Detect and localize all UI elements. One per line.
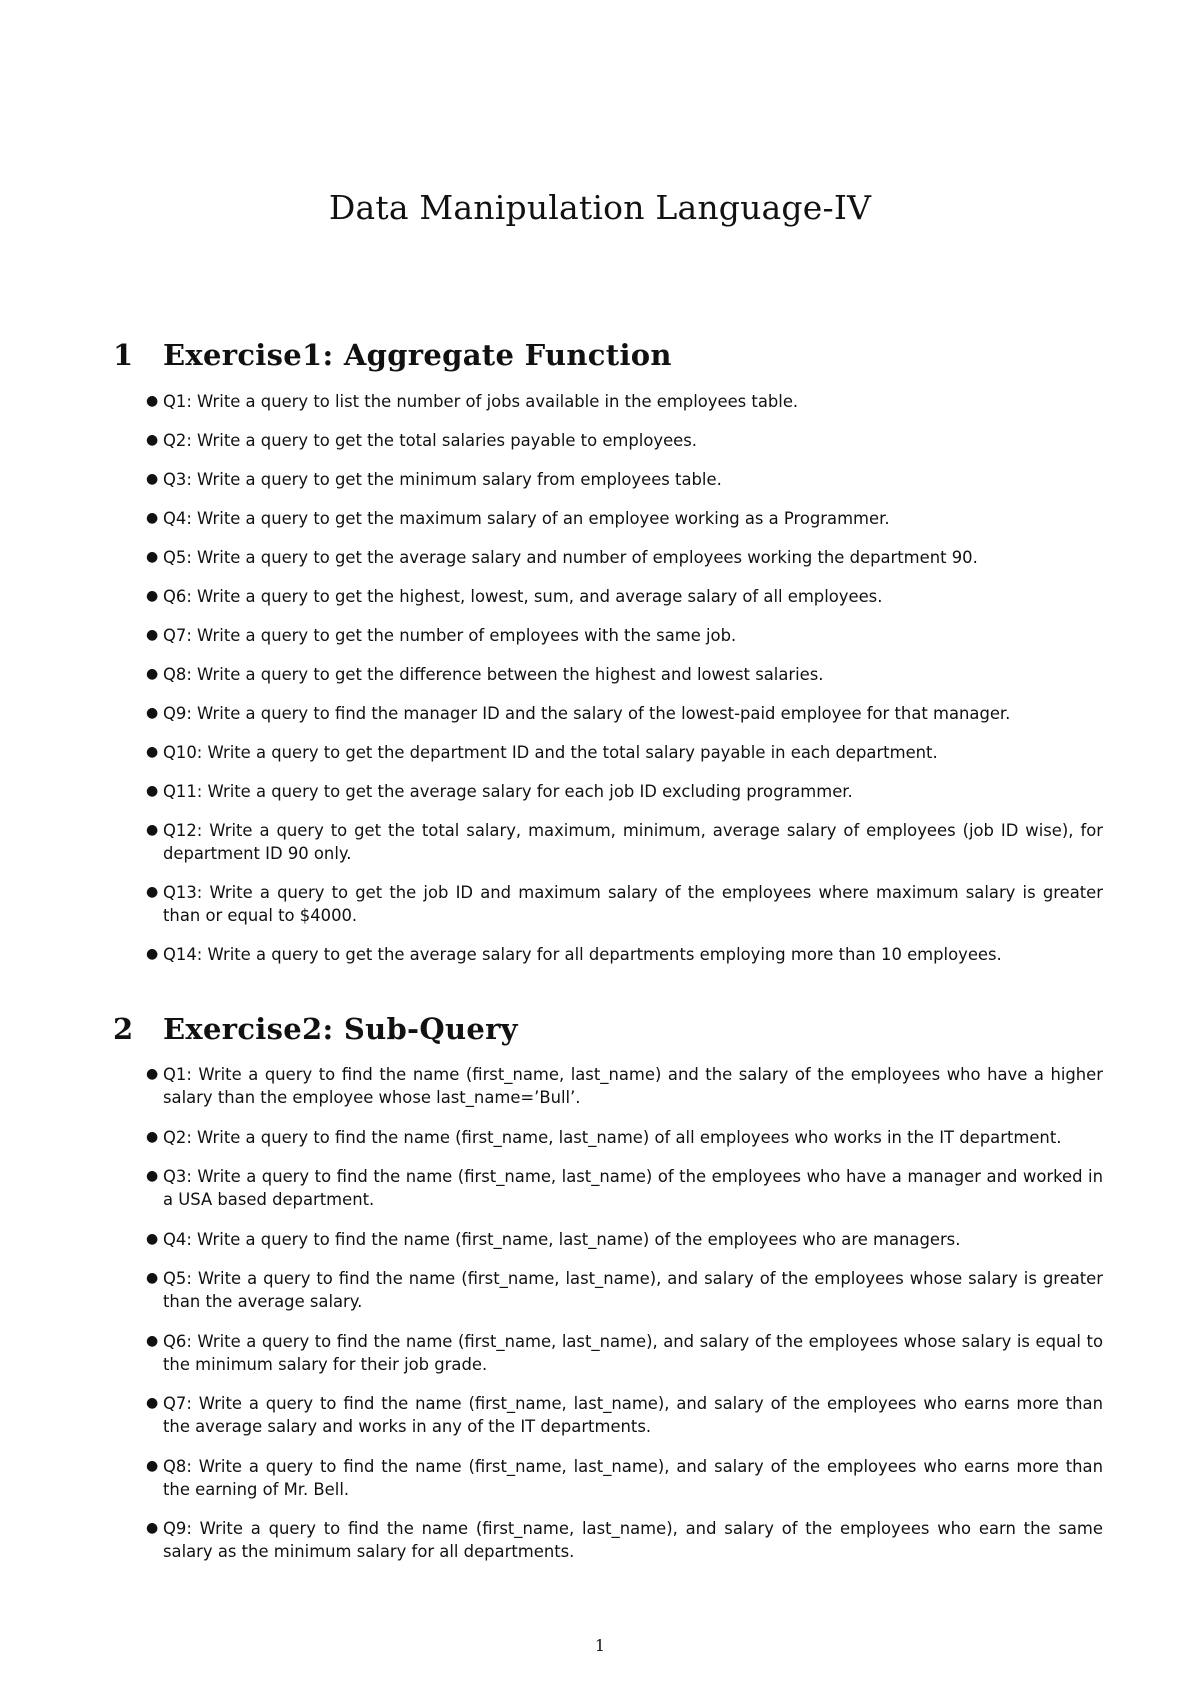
bullet-icon: ● — [146, 1270, 159, 1286]
section-sub-query — [113, 1012, 1103, 1580]
list-item — [146, 663, 1103, 686]
list-item — [146, 468, 1103, 491]
list-item — [146, 390, 1103, 413]
question-text: Q2: Write a query to get the total salaries payable to employees. — [163, 431, 697, 450]
list-item — [146, 429, 1103, 452]
bullet-icon: ● — [146, 1520, 159, 1536]
list-item — [146, 624, 1103, 647]
list-item — [146, 741, 1103, 764]
question-list — [113, 1063, 1103, 1563]
list-item — [146, 702, 1103, 725]
list-item — [146, 1392, 1103, 1438]
bullet-icon: ● — [146, 884, 159, 900]
question-text: Q1: Write a query to list the number of jobs available in the employees table. — [163, 392, 799, 411]
bullet-icon: ● — [146, 1066, 159, 1082]
question-text: Q5: Write a query to get the average salary and number of employees working the department 90. — [163, 548, 978, 567]
list-item — [146, 1517, 1103, 1563]
question-text: Q7: Write a query to find the name (first_name, last_name), and salary of the employees who earns more than the average salary and works in any of the IT departments. — [163, 1394, 1103, 1436]
list-item — [146, 1330, 1103, 1376]
question-text: Q3: Write a query to find the name (first_name, last_name) of the employees who have a manager and worked in a USA based department. — [163, 1167, 1103, 1209]
page-number: 1 — [594, 1636, 606, 1655]
question-text: Q10: Write a query to get the department ID and the total salary payable in each department. — [163, 743, 938, 762]
bullet-icon: ● — [146, 1168, 159, 1184]
list-item — [146, 1126, 1103, 1149]
list-item — [146, 507, 1103, 530]
bullet-icon: ● — [146, 1332, 159, 1349]
question-text: Q4: Write a query to find the name (first_name, last_name) of the employees who are managers. — [163, 1229, 961, 1249]
list-item — [146, 1228, 1103, 1251]
bullet-icon: ● — [146, 510, 159, 526]
list-item — [146, 943, 1103, 966]
question-text: Q5: Write a query to find the name (first_name, last_name), and salary of the employees whose salary is greater than the average salary. — [163, 1269, 1103, 1311]
question-text: Q1: Write a query to find the name (first_name, last_name) and the salary of the employees who have a higher salary than the employee whose last_name=’Bull’. — [163, 1065, 1103, 1107]
list-item — [146, 585, 1103, 608]
bullet-icon: ● — [146, 549, 159, 565]
bullet-icon: ● — [146, 705, 159, 721]
question-text: Q9: Write a query to find the name (first_name, last_name), and salary of the employees who earn the same salary as the minimum salary for all departments. — [163, 1519, 1103, 1561]
bullet-icon: ● — [146, 783, 159, 799]
bullet-icon: ● — [146, 1128, 159, 1145]
document-title: Data Manipulation Language-IV — [328, 188, 872, 227]
bullet-icon: ● — [146, 627, 159, 643]
question-text: Q2: Write a query to find the name (first_name, last_name) of all employees who works in the IT department. — [163, 1127, 1062, 1147]
bullet-icon: ● — [146, 1457, 159, 1474]
section-heading — [113, 338, 1103, 372]
list-item — [146, 1455, 1103, 1501]
question-text: Q6: Write a query to get the highest, lowest, sum, and average salary of all employees. — [163, 587, 883, 606]
section-number: 1 — [113, 338, 134, 372]
question-text: Q4: Write a query to get the maximum salary of an employee working as a Programmer. — [163, 509, 890, 528]
list-item — [146, 780, 1103, 803]
bullet-icon: ● — [146, 666, 159, 682]
question-list — [113, 390, 1103, 966]
bullet-icon: ● — [146, 1230, 159, 1247]
bullet-icon: ● — [146, 471, 159, 487]
section-heading — [113, 1012, 1103, 1046]
question-text: Q8: Write a query to get the difference between the highest and lowest salaries. — [163, 665, 824, 684]
question-text: Q12: Write a query to get the total salary, maximum, minimum, average salary of employees (job ID wise), for department ID 90 only. — [163, 821, 1103, 863]
section-aggregate-function — [113, 338, 1103, 982]
question-text: Q13: Write a query to get the job ID and maximum salary of the employees where maximum salary is greater than or equal to $4000. — [163, 883, 1103, 925]
bullet-icon: ● — [146, 946, 159, 962]
section-title: Exercise1: Aggregate Function — [163, 338, 672, 372]
bullet-icon: ● — [146, 588, 159, 604]
list-item — [146, 546, 1103, 569]
section-title: Exercise2: Sub-Query — [163, 1012, 518, 1046]
bullet-icon: ● — [146, 1395, 159, 1411]
section-number: 2 — [113, 1012, 134, 1046]
list-item — [146, 1267, 1103, 1313]
question-text: Q3: Write a query to get the minimum salary from employees table. — [163, 470, 722, 489]
bullet-icon: ● — [146, 432, 159, 448]
bullet-icon: ● — [146, 744, 159, 760]
question-text: Q11: Write a query to get the average salary for each job ID excluding programmer. — [163, 782, 853, 801]
question-text: Q14: Write a query to get the average salary for all departments employing more than 10 employees. — [163, 945, 1002, 964]
question-text: Q7: Write a query to get the number of employees with the same job. — [163, 626, 737, 645]
list-item — [146, 1063, 1103, 1109]
list-item — [146, 819, 1103, 865]
question-text: Q6: Write a query to find the name (first_name, last_name), and salary of the employees whose salary is equal to the minimum salary for their job grade. — [163, 1331, 1103, 1374]
question-text: Q8: Write a query to find the name (first_name, last_name), and salary of the employees who earns more than the earning of Mr. Bell. — [163, 1456, 1103, 1499]
bullet-icon: ● — [146, 822, 159, 838]
question-text: Q9: Write a query to find the manager ID and the salary of the lowest-paid employee for that manager. — [163, 704, 1011, 723]
list-item — [146, 1165, 1103, 1211]
list-item — [146, 881, 1103, 927]
bullet-icon: ● — [146, 393, 159, 409]
